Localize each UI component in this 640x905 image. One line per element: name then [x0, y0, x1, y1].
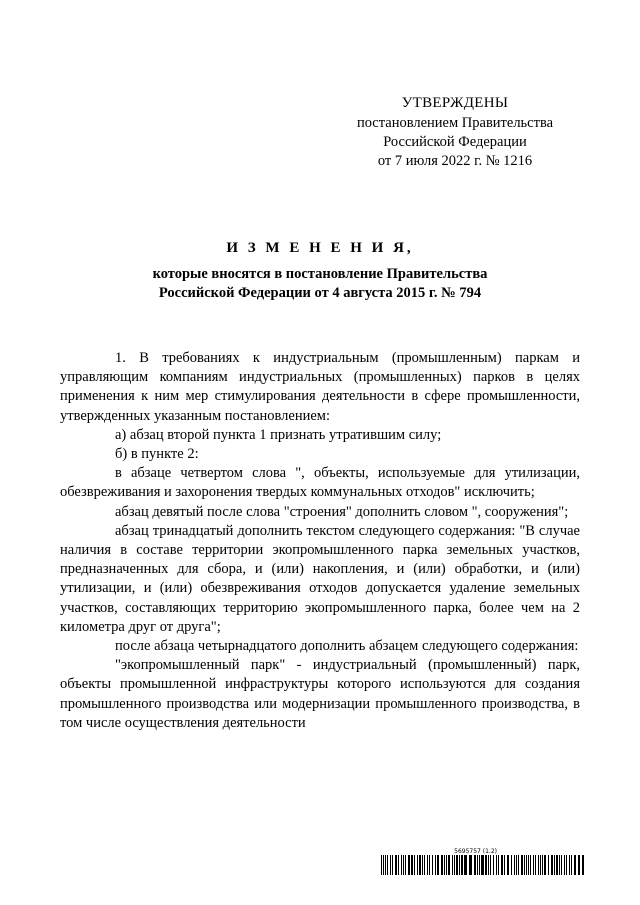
approval-line-1: постановлением Правительства — [356, 115, 554, 131]
paragraph-8: "экопромышленный парк" - индустриальный (промышленный) парк, объекты промышленной инфраструктуры которого используются для создания промышленного производства или модернизации промышленного производства, в том числе осуществления деятельности — [60, 657, 580, 731]
paragraph-4: в абзаце четвертом слова ", объекты, используемые для утилизации, обезвреживания и захоронения твердых коммунальных отходов" исключить; — [60, 465, 580, 501]
subtitle-line-1: которые вносятся в постановление Правительства — [152, 266, 488, 282]
approval-line-2: Российской Федерации — [383, 134, 527, 150]
approval-line-3: от 7 июля 2022 г. № 1216 — [377, 153, 533, 169]
barcode-icon — [380, 855, 585, 875]
approval-heading: УТВЕРЖДЕНЫ — [401, 95, 509, 111]
subtitle-line-2: Российской Федерации от 4 августа 2015 г. № 794 — [158, 285, 482, 301]
barcode-code: 5695757 (1.2) — [454, 848, 497, 855]
document-body — [60, 349, 580, 733]
paragraph-6: абзац тринадцатый дополнить текстом следующего содержания: "В случае наличия в составе территории экопромышленного парка земельных участков, предназначенных для сбора, и (или) накопления, и (или) обработки, и (или) утилизации, и (или) обезвреживания отходов допускается удаление земельных участков, составляющих территорию экопромышленного парка, более чем на 2 километра друг от друга"; — [60, 522, 580, 635]
paragraph-3: б) в пункте 2: — [115, 446, 199, 463]
document-barcode — [380, 848, 585, 875]
paragraph-2: а) абзац второй пункта 1 признать утратившим силу; — [115, 426, 442, 443]
paragraph-1: 1. В требованиях к индустриальным (промышленным) паркам и управляющим компаниям индустриальных (промышленных) парков в целях применения к ним мер стимулирования деятельности в сфере промышленности, утвержденных указанным постановлением: — [60, 350, 580, 424]
document-title: И З М Е Н Е Н И Я, — [226, 240, 414, 256]
document-subtitle — [60, 265, 580, 303]
approval-block — [330, 94, 580, 171]
paragraph-5: абзац девятый после слова "строения" дополнить словом ", сооружения"; — [115, 503, 569, 520]
paragraph-7: после абзаца четырнадцатого дополнить абзацем следующего содержания: — [115, 638, 579, 655]
